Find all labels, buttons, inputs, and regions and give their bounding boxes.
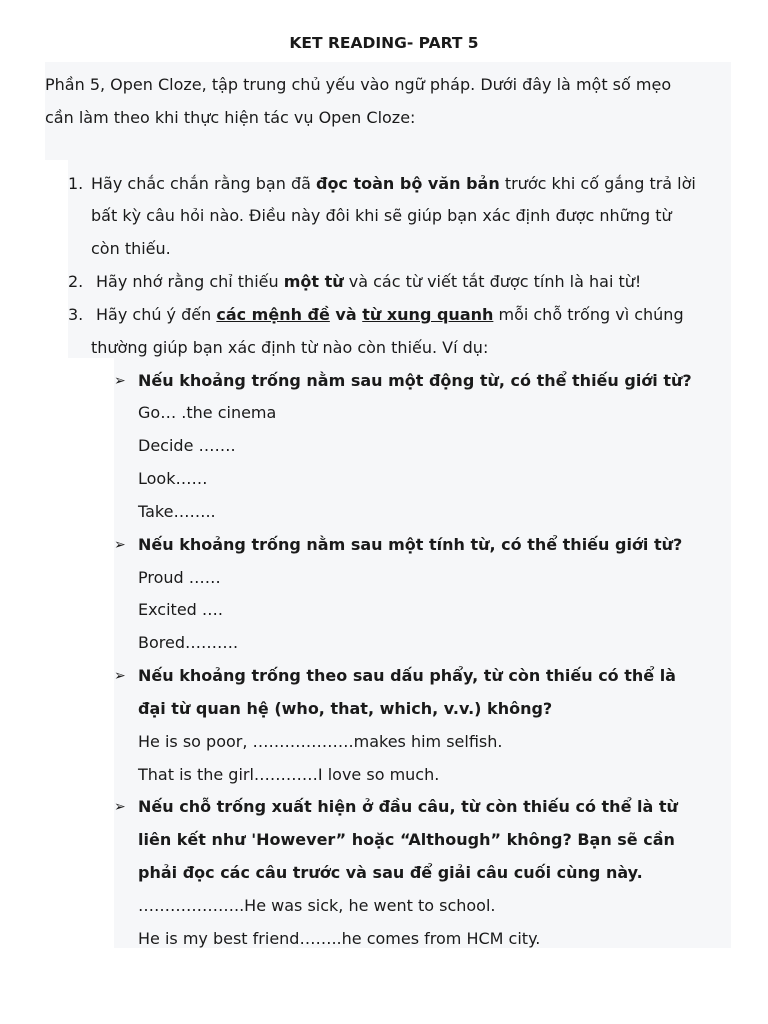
tip-4-heading: liên kết như 'However” hoặc “Although” không? Bạn sẽ cần	[138, 830, 675, 849]
tip-2-example: Proud ……	[138, 568, 221, 587]
text: Hãy chú ý đến	[96, 305, 217, 324]
tip-3-example: That is the girl…………I love so much.	[138, 765, 440, 784]
list-number-2: 2.	[68, 272, 84, 291]
text: Hãy nhớ rằng chỉ thiếu	[96, 272, 284, 291]
tip-2-heading: Nếu khoảng trống nằm sau một tính từ, có thể thiếu giới từ?	[138, 535, 683, 554]
arrow-bullet-icon: ➢	[114, 668, 126, 684]
text: mỗi chỗ trống vì chúng	[493, 305, 684, 324]
intro-line-2: cần làm theo khi thực hiện tác vụ Open Cloze:	[45, 108, 416, 127]
tip-1-heading: Nếu khoảng trống nằm sau một động từ, có thể thiếu giới từ?	[138, 371, 692, 390]
text: và các từ viết tắt được tính là hai từ!	[343, 272, 642, 291]
tip-1-example: Decide …….	[138, 436, 236, 455]
list-item-1-line-1	[91, 173, 696, 195]
tip-1-example: Take……..	[138, 502, 216, 521]
list-item-3-line-2: thường giúp bạn xác định từ nào còn thiếu. Ví dụ:	[91, 338, 489, 357]
list-item-2	[96, 271, 641, 293]
arrow-bullet-icon: ➢	[114, 799, 126, 815]
tip-4-example: ………………..He was sick, he went to school.	[138, 896, 496, 915]
page-title: KET READING- PART 5	[289, 34, 479, 52]
list-item-3-line-1	[96, 304, 684, 326]
list-number-1: 1.	[68, 174, 84, 193]
tip-3-heading: Nếu khoảng trống theo sau dấu phẩy, từ còn thiếu có thể là	[138, 666, 676, 685]
intro-line-1: Phần 5, Open Cloze, tập trung chủ yếu vào ngữ pháp. Dưới đây là một số mẹo	[45, 75, 672, 94]
list-item-1-line-2: bất kỳ câu hỏi nào. Điều này đôi khi sẽ giúp bạn xác định được những từ	[91, 206, 672, 225]
tip-3-heading: đại từ quan hệ (who, that, which, v.v.) không?	[138, 699, 553, 718]
tip-1-example: Go… .the cinema	[138, 403, 277, 422]
text: trước khi cố gắng trả lời	[499, 174, 696, 193]
emphasis-underlined: từ xung quanh	[362, 305, 494, 324]
list-item-1-line-3: còn thiếu.	[91, 239, 171, 258]
arrow-bullet-icon: ➢	[114, 373, 126, 389]
tip-1-example: Look……	[138, 469, 208, 488]
tip-4-heading: phải đọc các câu trước và sau để giải câu cuối cùng này.	[138, 863, 643, 882]
tip-2-example: Excited ….	[138, 600, 223, 619]
text: Hãy chắc chắn rằng bạn đã	[91, 174, 316, 193]
emphasis: và	[329, 305, 363, 324]
list-number-3: 3.	[68, 305, 84, 324]
emphasis: một từ	[283, 272, 344, 291]
tip-2-example: Bored……….	[138, 633, 239, 652]
emphasis: đọc toàn bộ văn bản	[315, 174, 500, 193]
emphasis-underlined: các mệnh đề	[216, 305, 330, 324]
tip-4-example: He is my best friend……..he comes from HCM city.	[138, 929, 541, 948]
tip-4-heading: Nếu chỗ trống xuất hiện ở đầu câu, từ còn thiếu có thể là từ	[138, 797, 678, 816]
arrow-bullet-icon: ➢	[114, 537, 126, 553]
tip-3-example: He is so poor, ……………….makes him selfish.	[138, 732, 503, 751]
